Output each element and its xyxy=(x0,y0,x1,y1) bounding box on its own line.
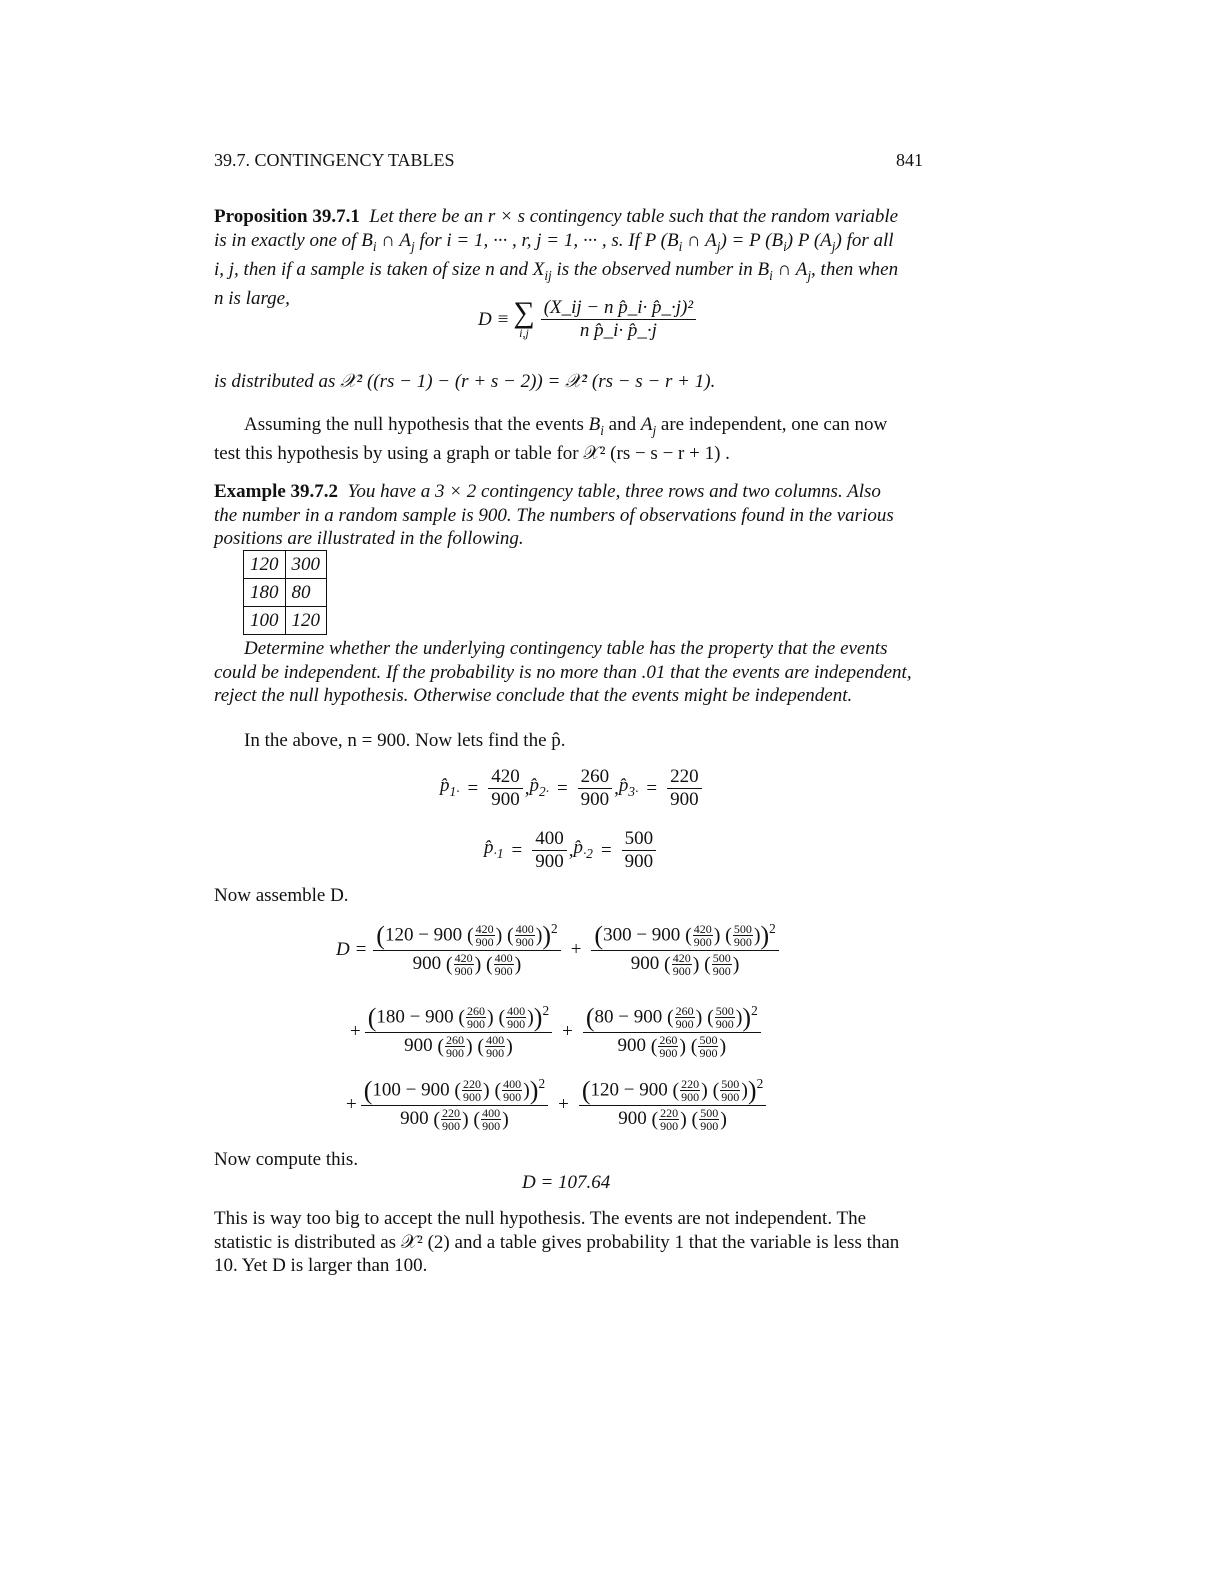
term-numerator: (120 − 900 ( $\frac{220}{900}$ ) ( $\frac{500}{900}$ ))$^2$ xyxy=(579,1077,766,1106)
fraction-numerator: 500 xyxy=(700,1105,719,1120)
question-line-3: reject the null hypothesis. Otherwise conclude that the events might be independent. xyxy=(214,685,853,706)
example xyxy=(214,480,927,551)
page-number: 841 xyxy=(896,150,923,170)
fraction-denominator: 900 xyxy=(482,1118,501,1133)
fraction-numerator: 220 xyxy=(681,1077,700,1092)
d-expression-row-3: + (100 − 900 ( $\frac{220}{900}$ ) ( $\frac{400}{900}$ ))$^2$ 900 ( $\frac{220}{900}$ ) ( $\frac{400}{900}$ ) + (120 − 900 ( $\frac{220}{900}$ ) ( $\frac{500}{900}$ ))$^2$ 900 ( $\frac{220}{900}$ ) ( $\frac{500}{900}$ ) xyxy=(346,1077,768,1132)
fraction-denominator: 900 xyxy=(486,1045,505,1060)
small-fraction xyxy=(672,952,692,977)
example-label: Example 39.7.2 xyxy=(214,481,339,502)
solution-intro: In the above, n = 900. Now lets find the p̂. xyxy=(244,730,566,751)
question-line-1: Determine whether the underlying contingency table has the property that the events xyxy=(244,638,888,659)
small-fraction xyxy=(675,1005,695,1030)
table-row xyxy=(244,551,327,579)
fraction-denominator: 900 xyxy=(659,1045,678,1060)
table-cell: 120 xyxy=(244,551,286,579)
parenthesized: ( $\frac{500}{900}$ ) xyxy=(712,1077,748,1105)
parenthesized: ( $\frac{400}{900}$ ) xyxy=(494,1077,530,1105)
paragraph-line-2: test this hypothesis by using a graph or table for 𝒳² (rs − s − r + 1) . xyxy=(214,443,730,465)
null-hypothesis-paragraph xyxy=(214,413,927,466)
sample-size: 900 xyxy=(400,1107,434,1129)
table-cell: 100 xyxy=(244,607,286,635)
fraction-denominator: 900 xyxy=(733,935,752,950)
parenthesized: ( $\frac{500}{900}$ ) xyxy=(690,1032,727,1060)
fraction-denominator: 900 xyxy=(503,1090,522,1105)
proposition-line-3: i, j, then if a sample is taken of size n and $X_{ij}$ is the observed number in $B_i$ ∩ $A_j$, then when xyxy=(214,258,899,283)
exponent: 2 xyxy=(756,1076,764,1091)
exponent: 2 xyxy=(551,921,558,936)
proposition-label: Proposition 39.7.1 xyxy=(214,206,360,227)
parenthesized: ( $\frac{260}{900}$ ) xyxy=(666,1004,703,1032)
fraction-denominator: 900 xyxy=(494,963,513,978)
fraction-denominator: 900 xyxy=(675,1017,694,1032)
term-denominator xyxy=(614,1033,729,1059)
fraction-numerator: 420 xyxy=(475,922,494,937)
table-cell: 300 xyxy=(285,551,327,579)
fraction-numerator: 500 xyxy=(699,1032,718,1047)
term-denominator xyxy=(397,1106,512,1132)
fraction-numerator: 420 xyxy=(693,922,712,937)
fraction-denominator: 900 xyxy=(463,1090,482,1105)
fraction-denominator: 900 xyxy=(507,1017,526,1032)
parenthesized: ( $\frac{500}{900}$ ) xyxy=(704,950,740,978)
table-cell: 80 xyxy=(285,579,327,607)
paragraph-line-1: Assuming the null hypothesis that the events $B_i$ and $A_j$ are independent, one can now xyxy=(244,414,888,438)
small-fraction xyxy=(441,1107,461,1132)
term-numerator: (100 − 900 ( $\frac{220}{900}$ ) ( $\frac{400}{900}$ ))$^2$ xyxy=(361,1077,548,1106)
proposition-line-4: n is large, xyxy=(214,288,290,310)
fraction-numerator: 500 xyxy=(721,1077,740,1092)
fraction-numerator: 420 xyxy=(454,950,473,965)
observed-value: 120 − 900 xyxy=(384,924,467,946)
small-fraction xyxy=(733,923,753,948)
parenthesized: ( $\frac{500}{900}$ ) xyxy=(691,1105,727,1133)
parenthesized: ( $\frac{260}{900}$ ) xyxy=(650,1032,687,1060)
example-line-1: Example 39.7.2 You have a 3 × 2 contingency table, three rows and two columns. Also xyxy=(214,481,881,502)
parenthesized: ( $\frac{420}{900}$ ) xyxy=(685,922,721,950)
fraction: $\frac{420}{900}$ xyxy=(488,767,523,810)
small-fraction xyxy=(659,1107,679,1132)
fraction-denominator: 900 xyxy=(715,1017,734,1032)
conclusion-line-2: statistic is distributed as 𝒳² (2) and a table gives probability 1 that the variable is less than xyxy=(214,1231,900,1253)
term-numerator: (300 − 900 ( $\frac{420}{900}$ ) ( $\frac{500}{900}$ ))$^2$ xyxy=(591,922,778,951)
fraction-denominator: 900 xyxy=(712,963,731,978)
table-row xyxy=(244,607,327,635)
conclusion-line-3: 10. Yet D is larger than 100. xyxy=(214,1255,428,1276)
formula-denominator: n p̂_i· p̂_·j xyxy=(579,319,657,341)
question-line-2: could be independent. If the probability is no more than .01 that the events are independent, xyxy=(214,661,912,683)
fraction-denominator: 900 xyxy=(700,1118,719,1133)
fraction-numerator: 500 xyxy=(733,922,752,937)
term-numerator: (180 − 900 ( $\frac{260}{900}$ ) ( $\frac{400}{900}$ ))$^2$ xyxy=(365,1004,552,1033)
fraction: $\frac{260}{900}$ xyxy=(578,767,613,810)
fraction: $\frac{500}{900}$ xyxy=(622,829,657,872)
term-numerator: (80 − 900 ( $\frac{260}{900}$ ) ( $\frac{500}{900}$ ))$^2$ xyxy=(583,1004,761,1033)
fraction-numerator: 220 xyxy=(463,1077,482,1092)
small-fraction xyxy=(698,1034,718,1059)
assemble-text: Now assemble D. xyxy=(214,885,349,906)
fraction-denominator: 900 xyxy=(515,935,534,950)
fraction-denominator: 900 xyxy=(467,1017,486,1032)
fraction-numerator: 260 xyxy=(467,1004,486,1019)
sample-size: 900 xyxy=(630,952,665,974)
proposition xyxy=(214,205,927,311)
fraction-denominator: 900 xyxy=(693,935,712,950)
fraction-denominator: 900 xyxy=(721,1090,740,1105)
parenthesized: ( $\frac{400}{900}$ ) xyxy=(473,1105,509,1133)
fraction-numerator: 500 xyxy=(715,1004,734,1019)
example-line-3: positions are illustrated in the following. xyxy=(214,528,524,549)
fraction: $\frac{400}{900}$ xyxy=(532,829,567,872)
fraction-numerator: 220 xyxy=(442,1105,460,1120)
parenthesized: ( $\frac{500}{900}$ ) xyxy=(725,922,761,950)
fraction-numerator: 420 xyxy=(672,950,691,965)
small-fraction xyxy=(454,952,474,977)
term-denominator xyxy=(615,1106,730,1132)
parenthesized: ( $\frac{220}{900}$ ) xyxy=(454,1077,490,1105)
parenthesized: ( $\frac{400}{900}$ ) xyxy=(486,950,522,978)
small-fraction xyxy=(466,1005,486,1030)
formula-d xyxy=(478,298,698,341)
parenthesized: ( $\frac{220}{900}$ ) xyxy=(672,1077,708,1105)
term-denominator xyxy=(410,951,525,977)
proposition-line-2: is in exactly one of $B_i$ ∩ $A_j$ for i = 1, ··· , r, j = 1, ··· , s. If P ($B_i$ ∩ $A_j) = P$ $(B_i)$ P $(A_j)$ for all xyxy=(214,229,894,254)
parenthesized: ( $\frac{420}{900}$ ) xyxy=(445,950,482,978)
small-fraction xyxy=(462,1078,482,1103)
fraction-numerator: 400 xyxy=(486,1032,505,1047)
fraction: $\frac{220}{900}$ xyxy=(667,767,702,810)
fraction-denominator: 900 xyxy=(446,1045,464,1060)
sample-size: 900 xyxy=(617,1034,651,1056)
fraction-denominator: 900 xyxy=(442,1118,460,1133)
sum-limits: i,j xyxy=(519,326,529,341)
exponent: 2 xyxy=(769,921,776,936)
fraction-numerator: 400 xyxy=(503,1077,522,1092)
small-fraction xyxy=(658,1034,678,1059)
fraction-denominator: 900 xyxy=(699,1045,718,1060)
term-denominator xyxy=(401,1033,516,1059)
compute-text: Now compute this. xyxy=(214,1149,359,1170)
sample-size: 900 xyxy=(618,1107,652,1129)
example-question xyxy=(214,637,927,708)
small-fraction xyxy=(715,1005,735,1030)
parenthesized: ( $\frac{400}{900}$ ) xyxy=(498,1004,534,1032)
chi-term xyxy=(579,1077,766,1132)
small-fraction xyxy=(699,1107,719,1132)
fraction-numerator: 400 xyxy=(515,922,534,937)
observed-value: 100 − 900 xyxy=(372,1079,455,1101)
d-expression-row-1: D = (120 − 900 ( $\frac{420}{900}$ ) ( $\frac{400}{900}$ ))$^2$ 900 ( $\frac{420}{900}$ ) ( $\frac{400}{900}$ ) + (300 − 900 ( $\frac{420}{900}$ ) ( $\frac{500}{900}$ ))$^2$ 900 ( $\frac{420}{900}$ ) ( $\frac{500}{900}$ ) xyxy=(336,922,781,977)
chi-term xyxy=(365,1004,552,1059)
formula-numerator: (X_ij − n p̂_i· p̂_·j)² xyxy=(541,298,696,320)
parenthesized: ( $\frac{500}{900}$ ) xyxy=(707,1004,743,1032)
table-row xyxy=(244,579,327,607)
table-cell: 120 xyxy=(285,607,327,635)
fraction-numerator: 260 xyxy=(446,1032,464,1047)
observed-value: 300 − 900 xyxy=(603,924,686,946)
small-fraction xyxy=(693,923,713,948)
fraction-denominator: 900 xyxy=(672,963,691,978)
exponent: 2 xyxy=(542,1003,550,1018)
small-fraction xyxy=(481,1107,501,1132)
term-numerator: (120 − 900 ( $\frac{420}{900}$ ) ( $\frac{400}{900}$ ))$^2$ xyxy=(373,922,560,951)
running-header: 39.7. CONTINGENCY TABLES xyxy=(214,150,455,170)
small-fraction xyxy=(515,923,535,948)
small-fraction xyxy=(680,1078,700,1103)
chi-term xyxy=(583,1004,761,1059)
small-fraction xyxy=(485,1034,505,1059)
parenthesized: ( $\frac{260}{900}$ ) xyxy=(458,1004,494,1032)
small-fraction xyxy=(502,1078,522,1103)
observed-value: 180 − 900 xyxy=(376,1006,459,1028)
fraction-numerator: 260 xyxy=(659,1032,678,1047)
distribution-line: is distributed as 𝒳² ((rs − 1) − (r + s − 2)) = 𝒳² (rs − s − r + 1). xyxy=(214,371,716,392)
formula-lhs: D ≡ xyxy=(478,308,510,330)
small-fraction xyxy=(445,1034,465,1059)
fraction-denominator: 900 xyxy=(475,935,494,950)
chi-term xyxy=(373,922,560,977)
row-estimates: $p̂_{1\cdot}$ = $\frac{420}{900}$ , $p̂_{2\cdot}$ = $\frac{260}{900}$ , $p̂_{3\cdot}$ = $\frac{220}{900}$ xyxy=(440,767,704,810)
small-fraction xyxy=(506,1005,526,1030)
example-line-2: the number in a random sample is 900. The numbers of observations found in the various xyxy=(214,504,894,526)
small-fraction xyxy=(720,1078,740,1103)
formula-fraction xyxy=(541,298,696,341)
parenthesized: ( $\frac{420}{900}$ ) xyxy=(466,922,503,950)
result: D = 107.64 xyxy=(522,1172,611,1193)
fraction-numerator: 400 xyxy=(494,950,513,965)
term-denominator xyxy=(628,951,743,977)
observed-value: 80 − 900 xyxy=(594,1006,667,1028)
parenthesized: ( $\frac{400}{900}$ ) xyxy=(477,1032,513,1060)
conclusion xyxy=(214,1207,927,1278)
proposition-line-1: Proposition 39.7.1 Let there be an r × s contingency table such that the random variable xyxy=(214,206,899,227)
conclusion-line-1: This is way too big to accept the null hypothesis. The events are not independent. The xyxy=(214,1208,867,1229)
small-fraction xyxy=(712,952,732,977)
summation-symbol: ∑ i,j xyxy=(513,296,535,341)
fraction-denominator: 900 xyxy=(454,963,473,978)
sample-size: 900 xyxy=(412,952,446,974)
small-fraction xyxy=(475,923,495,948)
contingency-table xyxy=(243,550,327,635)
chi-term xyxy=(361,1077,548,1132)
parenthesized: ( $\frac{420}{900}$ ) xyxy=(664,950,700,978)
fraction-denominator: 900 xyxy=(681,1090,700,1105)
observed-value: 120 − 900 xyxy=(590,1079,673,1101)
exponent: 2 xyxy=(538,1076,546,1091)
parenthesized: ( $\frac{220}{900}$ ) xyxy=(433,1105,469,1133)
fraction-numerator: 400 xyxy=(507,1004,526,1019)
parenthesized: ( $\frac{220}{900}$ ) xyxy=(651,1105,687,1133)
d-expression-row-2: + (180 − 900 ( $\frac{260}{900}$ ) ( $\frac{400}{900}$ ))$^2$ 900 ( $\frac{260}{900}$ ) ( $\frac{400}{900}$ ) + (80 − 900 ( $\frac{260}{900}$ ) ( $\frac{500}{900}$ ))$^2$ 900 ( $\frac{260}{900}$ ) ( $\frac{500}{900}$ ) xyxy=(350,1004,763,1059)
fraction-denominator: 900 xyxy=(660,1118,679,1133)
column-estimates: $p̂_{\cdot 1}$ = $\frac{400}{900}$ , $p̂_{\cdot 2}$ = $\frac{500}{900}$ xyxy=(484,829,658,872)
fraction-numerator: 400 xyxy=(482,1105,501,1120)
sample-size: 900 xyxy=(404,1034,438,1056)
chi-term xyxy=(591,922,778,977)
parenthesized: ( $\frac{400}{900}$ ) xyxy=(507,922,543,950)
fraction-numerator: 220 xyxy=(660,1105,679,1120)
table-cell: 180 xyxy=(244,579,286,607)
small-fraction xyxy=(494,952,514,977)
fraction-numerator: 260 xyxy=(675,1004,694,1019)
parenthesized: ( $\frac{260}{900}$ ) xyxy=(437,1032,473,1060)
exponent: 2 xyxy=(751,1003,758,1018)
fraction-numerator: 500 xyxy=(712,950,731,965)
